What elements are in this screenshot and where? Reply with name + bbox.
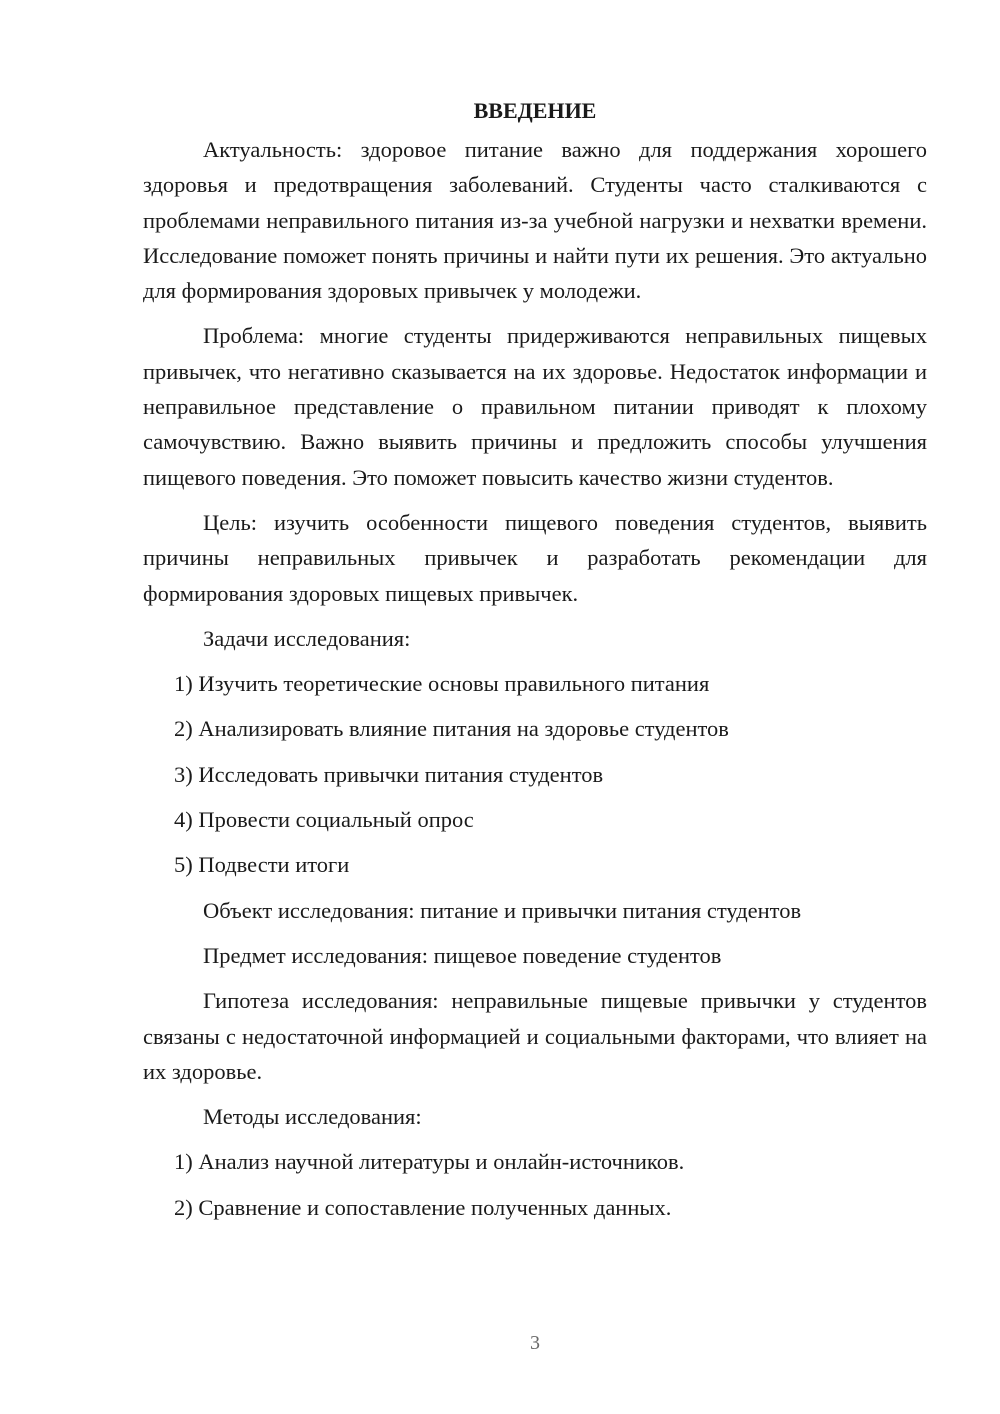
task-item-1: 1) Изучить теоретические основы правильного питания [174, 671, 710, 697]
page-content [143, 94, 927, 1235]
task-item-3: 3) Исследовать привычки питания студентов [174, 761, 604, 787]
relevance-paragraph: Актуальность: здоровое питание важно для поддержания хорошего здоровья и предотвращения заболеваний. Студенты часто сталкиваются с проблемами неправильного питания из-за учебной нагрузки и нехватки времени. Исследование поможет понять причины и найти пути их решения. Это актуально для формирования здоровых привычек у молодежи. [143, 137, 927, 304]
subject-paragraph: Предмет исследования: пищевое поведение студентов [203, 942, 722, 968]
task-item-2: 2) Анализировать влияние питания на здоровье студентов [174, 716, 729, 742]
page-number: 3 [530, 1332, 540, 1354]
goal-paragraph: Цель: изучить особенности пищевого поведения студентов, выявить причины неправильных привычек и разработать рекомендации для формирования здоровых пищевых привычек. [143, 509, 927, 606]
task-item-5: 5) Подвести итоги [174, 852, 350, 878]
problem-paragraph: Проблема: многие студенты придерживаются неправильных пищевых привычек, что негативно сказывается на их здоровье. Недостаток информации и неправильное представление о правильном питании приводят к плохому самочувствию. Важно выявить причины и предложить способы улучшения пищевого поведения. Это поможет повысить качество жизни студентов. [143, 323, 927, 490]
method-item-2: 2) Сравнение и сопоставление полученных данных. [174, 1194, 672, 1220]
method-item-1: 1) Анализ научной литературы и онлайн-источников. [174, 1149, 685, 1175]
tasks-title: Задачи исследования: [203, 625, 411, 651]
tasks-list [143, 666, 927, 882]
section-heading: ВВЕДЕНИЕ [473, 98, 597, 123]
hypothesis-paragraph: Гипотеза исследования: неправильные пищевые привычки у студентов связаны с недостаточной информацией и социальными факторами, что влияет на их здоровье. [143, 988, 927, 1084]
object-paragraph: Объект исследования: питание и привычки питания студентов [203, 897, 802, 923]
methods-list [143, 1144, 927, 1225]
task-item-4: 4) Провести социальный опрос [174, 807, 474, 833]
methods-title: Методы исследования: [203, 1104, 422, 1130]
